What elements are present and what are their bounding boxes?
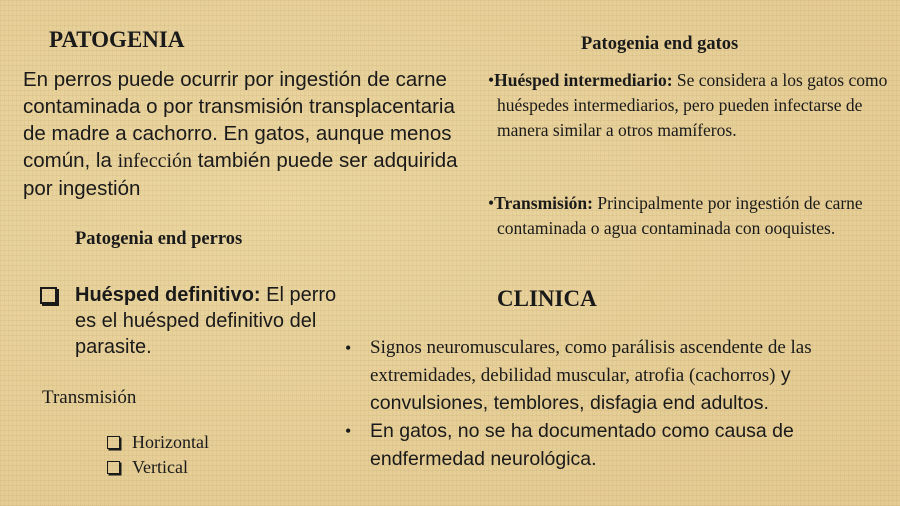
transmision-item <box>488 191 897 241</box>
bullet-icon: • <box>345 338 352 358</box>
bullet-icon: • <box>488 193 495 213</box>
clinica-item <box>345 335 890 418</box>
huesped-intermediario-item <box>488 68 897 143</box>
checkbox-icon <box>40 287 57 304</box>
huesped-label: Huésped intermediario: <box>494 70 673 90</box>
checkbox-icon <box>107 436 120 449</box>
intro-text-end: también puede ser adquirida por ingestión <box>23 149 458 200</box>
huesped-desc: Se considera a los gatos como huéspedes intermediarios, pero pueden infectarse de manera similar a otros mamíferos. <box>497 70 888 140</box>
transmision-label: Transmisión <box>42 387 137 408</box>
bullet-icon: • <box>488 70 495 90</box>
definitivo-label: Huésped definitivo: <box>75 284 261 306</box>
subtitle-gatos: Patogenia end gatos <box>581 34 739 54</box>
definitivo-text <box>75 282 340 360</box>
intro-serif-word: infección <box>117 150 192 172</box>
definitivo-desc: El perro es el huésped definitivo del parasite. <box>75 284 337 358</box>
option-label: Vertical <box>132 457 188 477</box>
bullet-icon: • <box>345 421 352 441</box>
definitivo-item <box>40 282 340 360</box>
page-title: PATOGENIA <box>49 27 185 52</box>
transmision-desc: Principalmente por ingestión de carne contaminada o agua contaminada con ooquistes. <box>497 193 863 238</box>
option-horizontal <box>107 432 209 453</box>
option-vertical <box>107 457 188 478</box>
clinica-title: CLINICA <box>497 286 597 311</box>
subtitle-perros: Patogenia end perros <box>75 229 243 249</box>
clinica-item-sans: En gatos, no se ha documentado como causa de endfermedad neurológica. <box>370 420 794 470</box>
clinica-item <box>345 418 890 474</box>
intro-text: En perros puede ocurrir por ingestión de carne contaminada o por transmisión transplacentaria de madre a cachorro. En gatos, aunque menos común, la <box>23 68 455 172</box>
clinica-item-sans: y convulsiones, temblores, disfagia end adultos. <box>370 364 791 414</box>
clinica-item-serif: Signos neuromusculares, como parálisis ascendente de las extremidades, debilidad muscular, atrofia (cachorros) <box>370 337 812 386</box>
intro-paragraph <box>23 66 463 202</box>
clinica-list <box>345 335 890 474</box>
option-label: Horizontal <box>132 432 209 452</box>
checkbox-icon <box>107 461 120 474</box>
transmision-bold-label: Transmisión: <box>494 193 593 213</box>
